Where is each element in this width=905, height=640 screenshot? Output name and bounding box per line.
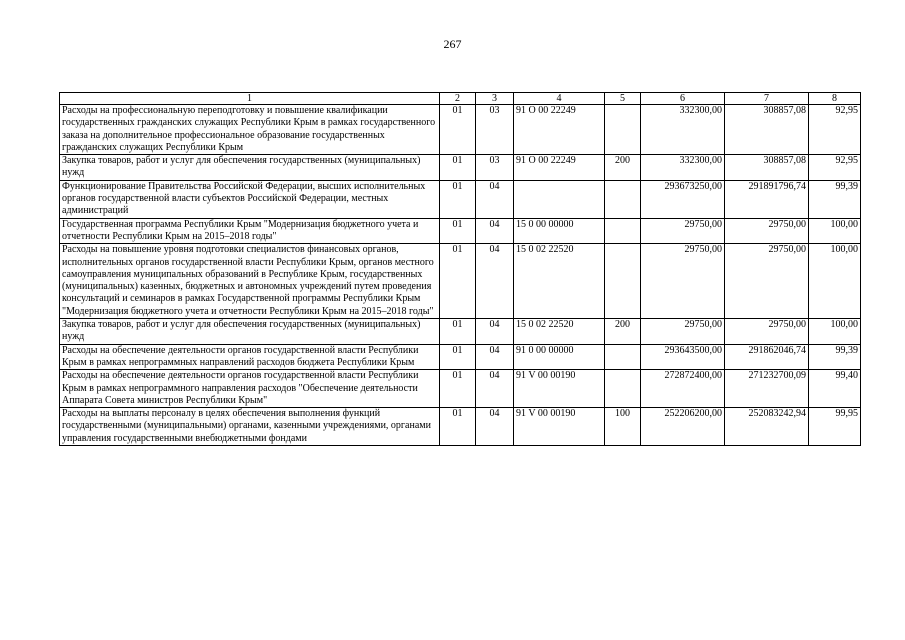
subsection-code: 04: [476, 218, 514, 244]
table-header-row: [60, 93, 861, 105]
executed-amount: 29750,00: [725, 244, 809, 319]
expense-type-code: [605, 180, 641, 218]
execution-percent: 99,95: [809, 408, 861, 446]
execution-percent: 99,39: [809, 344, 861, 370]
executed-amount: 271232700,09: [725, 370, 809, 408]
column-header: 7: [725, 93, 809, 105]
target-article-code: 15 0 02 22520: [514, 319, 605, 345]
section-code: 01: [440, 408, 476, 446]
section-code: 01: [440, 370, 476, 408]
section-code: 01: [440, 218, 476, 244]
table-row: [60, 105, 861, 155]
target-article-code: 91 О 00 22249: [514, 105, 605, 155]
expense-description: Закупка товаров, работ и услуг для обеспечения государственных (муниципальных) нужд: [60, 319, 440, 345]
execution-percent: 99,39: [809, 180, 861, 218]
expense-description: Расходы на профессиональную переподготовку и повышение квалификации государственных гражданских служащих Республики Крым в рамках государственного заказа на дополнительное профессиональное образование государственных гражданских служащих Республики Крым: [60, 105, 440, 155]
target-article-code: 15 0 00 00000: [514, 218, 605, 244]
column-header: 3: [476, 93, 514, 105]
executed-amount: 252083242,94: [725, 408, 809, 446]
expense-description: Расходы на обеспечение деятельности органов государственной власти Республики Крым в рамках непрограммного направления расходов "Обеспечение деятельности Аппарата Совета министров Республики Крым": [60, 370, 440, 408]
expense-type-code: 200: [605, 155, 641, 181]
expense-type-code: [605, 344, 641, 370]
execution-percent: 92,95: [809, 105, 861, 155]
expense-description: Функционирование Правительства Российской Федерации, высших исполнительных органов государственной власти субъектов Российской Федерации, местных администраций: [60, 180, 440, 218]
table-row: [60, 370, 861, 408]
planned-amount: 272872400,00: [641, 370, 725, 408]
target-article-code: 91 О 00 22249: [514, 155, 605, 181]
planned-amount: 252206200,00: [641, 408, 725, 446]
expense-type-code: 100: [605, 408, 641, 446]
expense-description: Закупка товаров, работ и услуг для обеспечения государственных (муниципальных) нужд: [60, 155, 440, 181]
executed-amount: 291862046,74: [725, 344, 809, 370]
budget-table: [59, 92, 861, 446]
executed-amount: 308857,08: [725, 105, 809, 155]
subsection-code: 04: [476, 344, 514, 370]
expense-type-code: [605, 370, 641, 408]
executed-amount: 29750,00: [725, 218, 809, 244]
subsection-code: 04: [476, 244, 514, 319]
executed-amount: 291891796,74: [725, 180, 809, 218]
table-row: [60, 244, 861, 319]
column-header: 8: [809, 93, 861, 105]
subsection-code: 04: [476, 180, 514, 218]
executed-amount: 29750,00: [725, 319, 809, 345]
executed-amount: 308857,08: [725, 155, 809, 181]
execution-percent: 99,40: [809, 370, 861, 408]
column-header: 4: [514, 93, 605, 105]
table-row: [60, 180, 861, 218]
target-article-code: [514, 180, 605, 218]
planned-amount: 29750,00: [641, 244, 725, 319]
table-row: [60, 218, 861, 244]
target-article-code: 91 0 00 00000: [514, 344, 605, 370]
expense-type-code: [605, 218, 641, 244]
section-code: 01: [440, 344, 476, 370]
subsection-code: 03: [476, 105, 514, 155]
column-header: 6: [641, 93, 725, 105]
target-article-code: 91 V 00 00190: [514, 370, 605, 408]
section-code: 01: [440, 180, 476, 218]
subsection-code: 04: [476, 370, 514, 408]
section-code: 01: [440, 155, 476, 181]
section-code: 01: [440, 319, 476, 345]
table-row: [60, 408, 861, 446]
expense-type-code: 200: [605, 319, 641, 345]
execution-percent: 92,95: [809, 155, 861, 181]
table-row: [60, 344, 861, 370]
planned-amount: 29750,00: [641, 218, 725, 244]
column-header: 5: [605, 93, 641, 105]
planned-amount: 293673250,00: [641, 180, 725, 218]
planned-amount: 293643500,00: [641, 344, 725, 370]
execution-percent: 100,00: [809, 244, 861, 319]
expense-description: Расходы на выплаты персоналу в целях обеспечения выполнения функций государственными (муниципальными) органами, казенными учреждениями, органами управления государственными внебюджетными фондами: [60, 408, 440, 446]
expense-type-code: [605, 105, 641, 155]
target-article-code: 91 V 00 00190: [514, 408, 605, 446]
target-article-code: 15 0 02 22520: [514, 244, 605, 319]
section-code: 01: [440, 105, 476, 155]
planned-amount: 29750,00: [641, 319, 725, 345]
table-row: [60, 319, 861, 345]
column-header: 2: [440, 93, 476, 105]
planned-amount: 332300,00: [641, 155, 725, 181]
expense-description: Расходы на обеспечение деятельности органов государственной власти Республики Крым в рамках непрограммных направлений расходов бюджета Республики Крым: [60, 344, 440, 370]
subsection-code: 04: [476, 319, 514, 345]
expense-description: Расходы на повышение уровня подготовки специалистов финансовых органов, исполнительных органов государственной власти Республики Крым, органов местного самоуправления муниципальных образований в Республике Крым, государственных (муниципальных) казенных, бюджетных и автономных учреждений путем проведения консультаций и семинаров в рамках Государственной программы Республики Крым "Модернизация бюджетного учета и отчетности Республики Крым на 2015–2018 годы": [60, 244, 440, 319]
subsection-code: 04: [476, 408, 514, 446]
expense-type-code: [605, 244, 641, 319]
subsection-code: 03: [476, 155, 514, 181]
section-code: 01: [440, 244, 476, 319]
planned-amount: 332300,00: [641, 105, 725, 155]
execution-percent: 100,00: [809, 319, 861, 345]
execution-percent: 100,00: [809, 218, 861, 244]
table-row: [60, 155, 861, 181]
expense-description: Государственная программа Республики Крым "Модернизация бюджетного учета и отчетности Республики Крым на 2015–2018 годы": [60, 218, 440, 244]
column-header: 1: [60, 93, 440, 105]
page-number: 267: [443, 37, 462, 51]
